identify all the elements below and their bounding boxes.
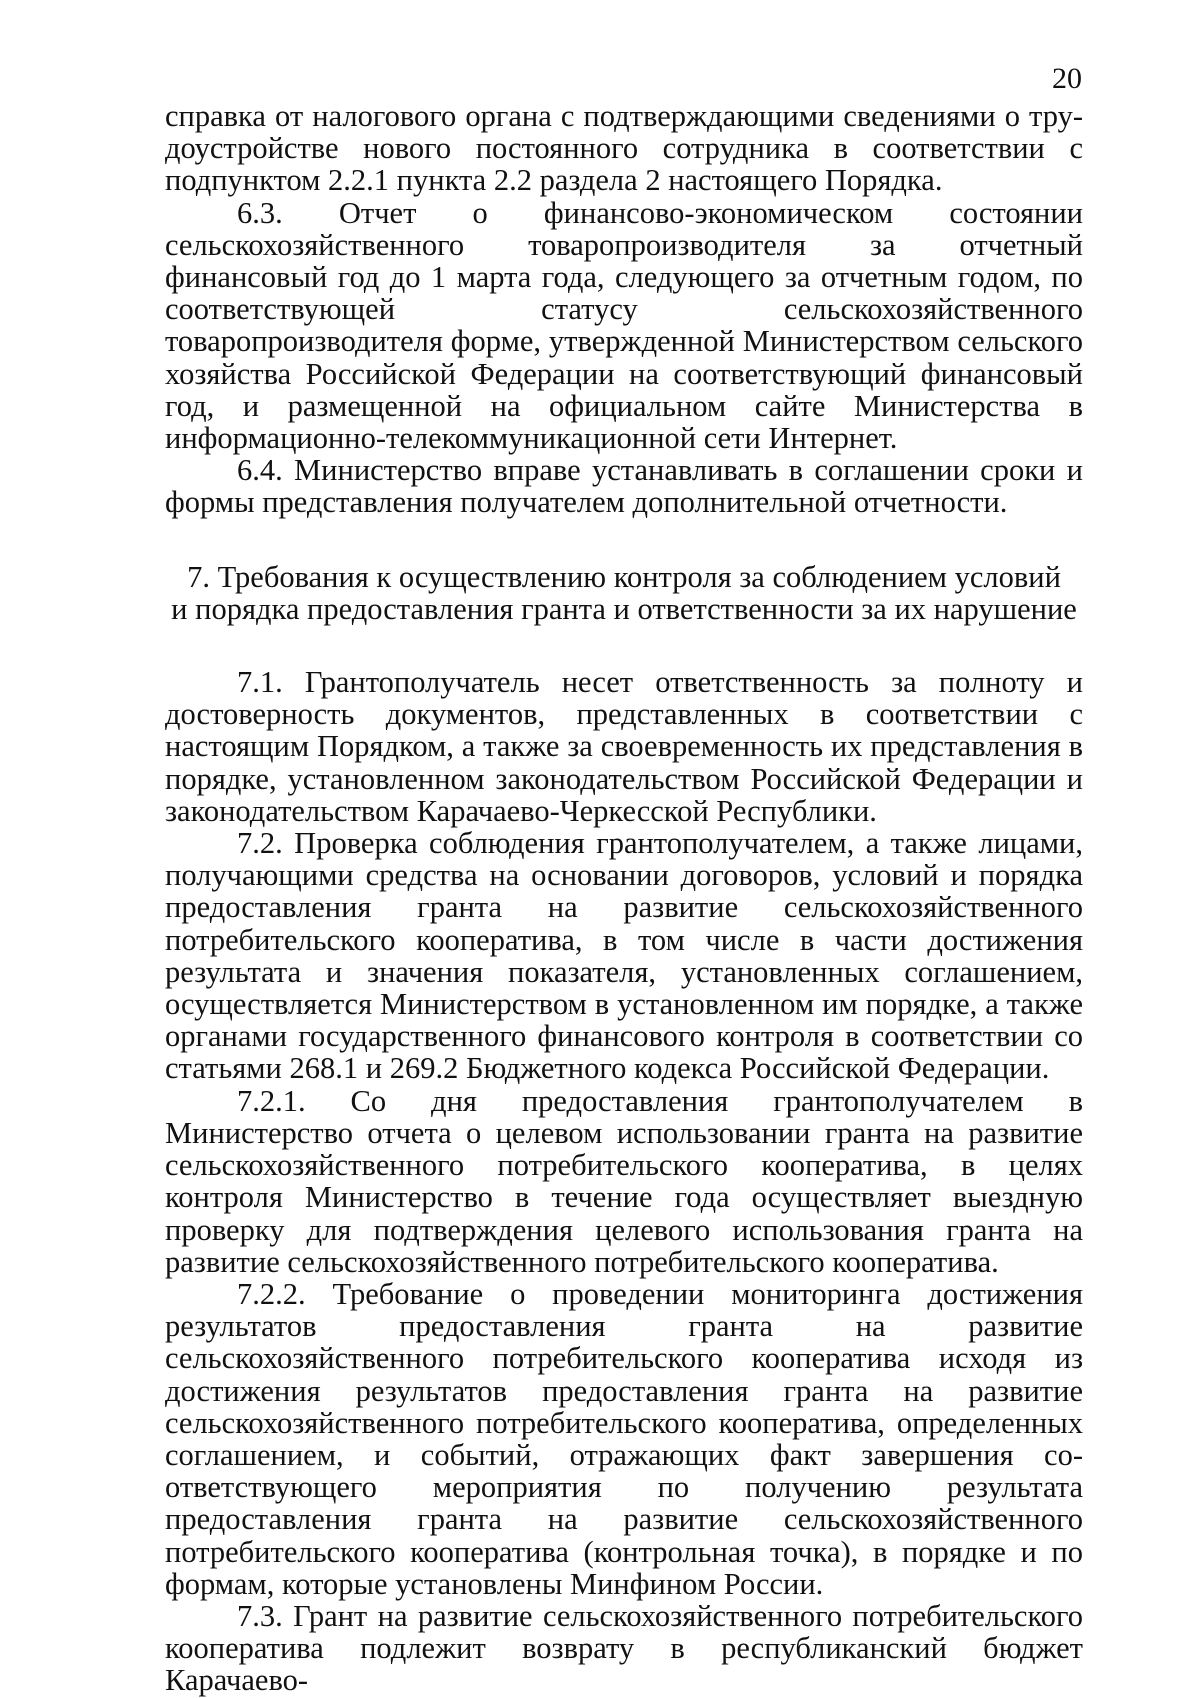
paragraph-6-4: 6.4. Министерство вправе устанавливать в соглашении сроки и формы представления получателем дополнительной отчетности.	[165, 453, 1083, 520]
paragraph-7-2-2: 7.2.2. Требование о проведении мониторинга достижения результатов предоставления гранта на развитие сельскохозяйственного потребительского кооператива исходя из достижения результатов предоставления гранта на развитие сельскохозяйственного потребительского кооператива, определенных соглашением, и событий, отражающих факт завершения соответствующего мероприятия по получению результата предоставления гранта на развитие сельскохозяйственного потребительского кооператива (контрольная точка), в порядке и по формам, которые установлены Минфином России.	[165, 1276, 1083, 1601]
page-number: 20	[1052, 62, 1082, 95]
section-7-heading	[165, 561, 1083, 625]
document-body	[165, 100, 1083, 1697]
section-7-heading-line-2: и порядка предоставления гранта и ответственности за их нарушение	[171, 591, 1077, 626]
paragraph-7-2: 7.2. Проверка соблюдения грантополучателем, а также лицами, получающими средства на основании договоров, условий и порядка предоставления гранта на развитие сельскохозяйственного потребительского кооператива, в том числе в части достижения результата и значения показателя, установленных соглашением, осуществляется Министерством в установленном им порядке, а также органами государственного финансового контроля в соответствии со статьями 268.1 и 269.2 Бюджетного кодекса Российской Федерации.	[165, 826, 1083, 1086]
paragraph-6-3: 6.3. Отчет о финансово-экономическом состоянии сельскохозяйственного товаропроизводителя за отчетный финансовый год до 1 марта года, следующего за отчетным годом, по соответствующей статусу сельскохозяйственного товаропроизводителя форме, утвержденной Министерством сельского хозяйства Российской Федерации на соответствующий финансовый год, и размещенной на официальном сайте Министерства в информационно-телекоммуникационной сети Интернет.	[165, 195, 1083, 456]
paragraph-7-2-1: 7.2.1. Со дня предоставления грантополучателем в Министерство отчета о целевом использовании гранта на развитие сельскохозяйственного потребительского кооператива, в целях контроля Министерство в течение года осуществляет выездную проверку для подтверждения целевого использования гранта на развитие сельскохозяйственного потребительского кооператива.	[165, 1083, 1083, 1279]
paragraph-continuation: справка от налогового органа с подтверждающими сведениями о трудоустройстве нового постоянного сотрудника в соответствии с подпунктом 2.2.1 пункта 2.2 раздела 2 настоящего Порядка.	[165, 99, 1083, 198]
paragraph-7-3: 7.3. Грант на развитие сельскохозяйственного потребительского кооператива подлежит возврату в республиканский бюджет Карачаево-	[165, 1598, 1083, 1698]
section-7-heading-line-1: 7. Требования к осуществлению контроля за соблюдением условий	[187, 559, 1061, 594]
paragraph-7-1: 7.1. Грантополучатель несет ответственность за полноту и достоверность документов, представленных в соответствии с настоящим Порядком, а также за своевременность их представления в порядке, установленном законодательством Российской Федерации и законодательством Карачаево-Черкесской Республики.	[165, 665, 1083, 828]
